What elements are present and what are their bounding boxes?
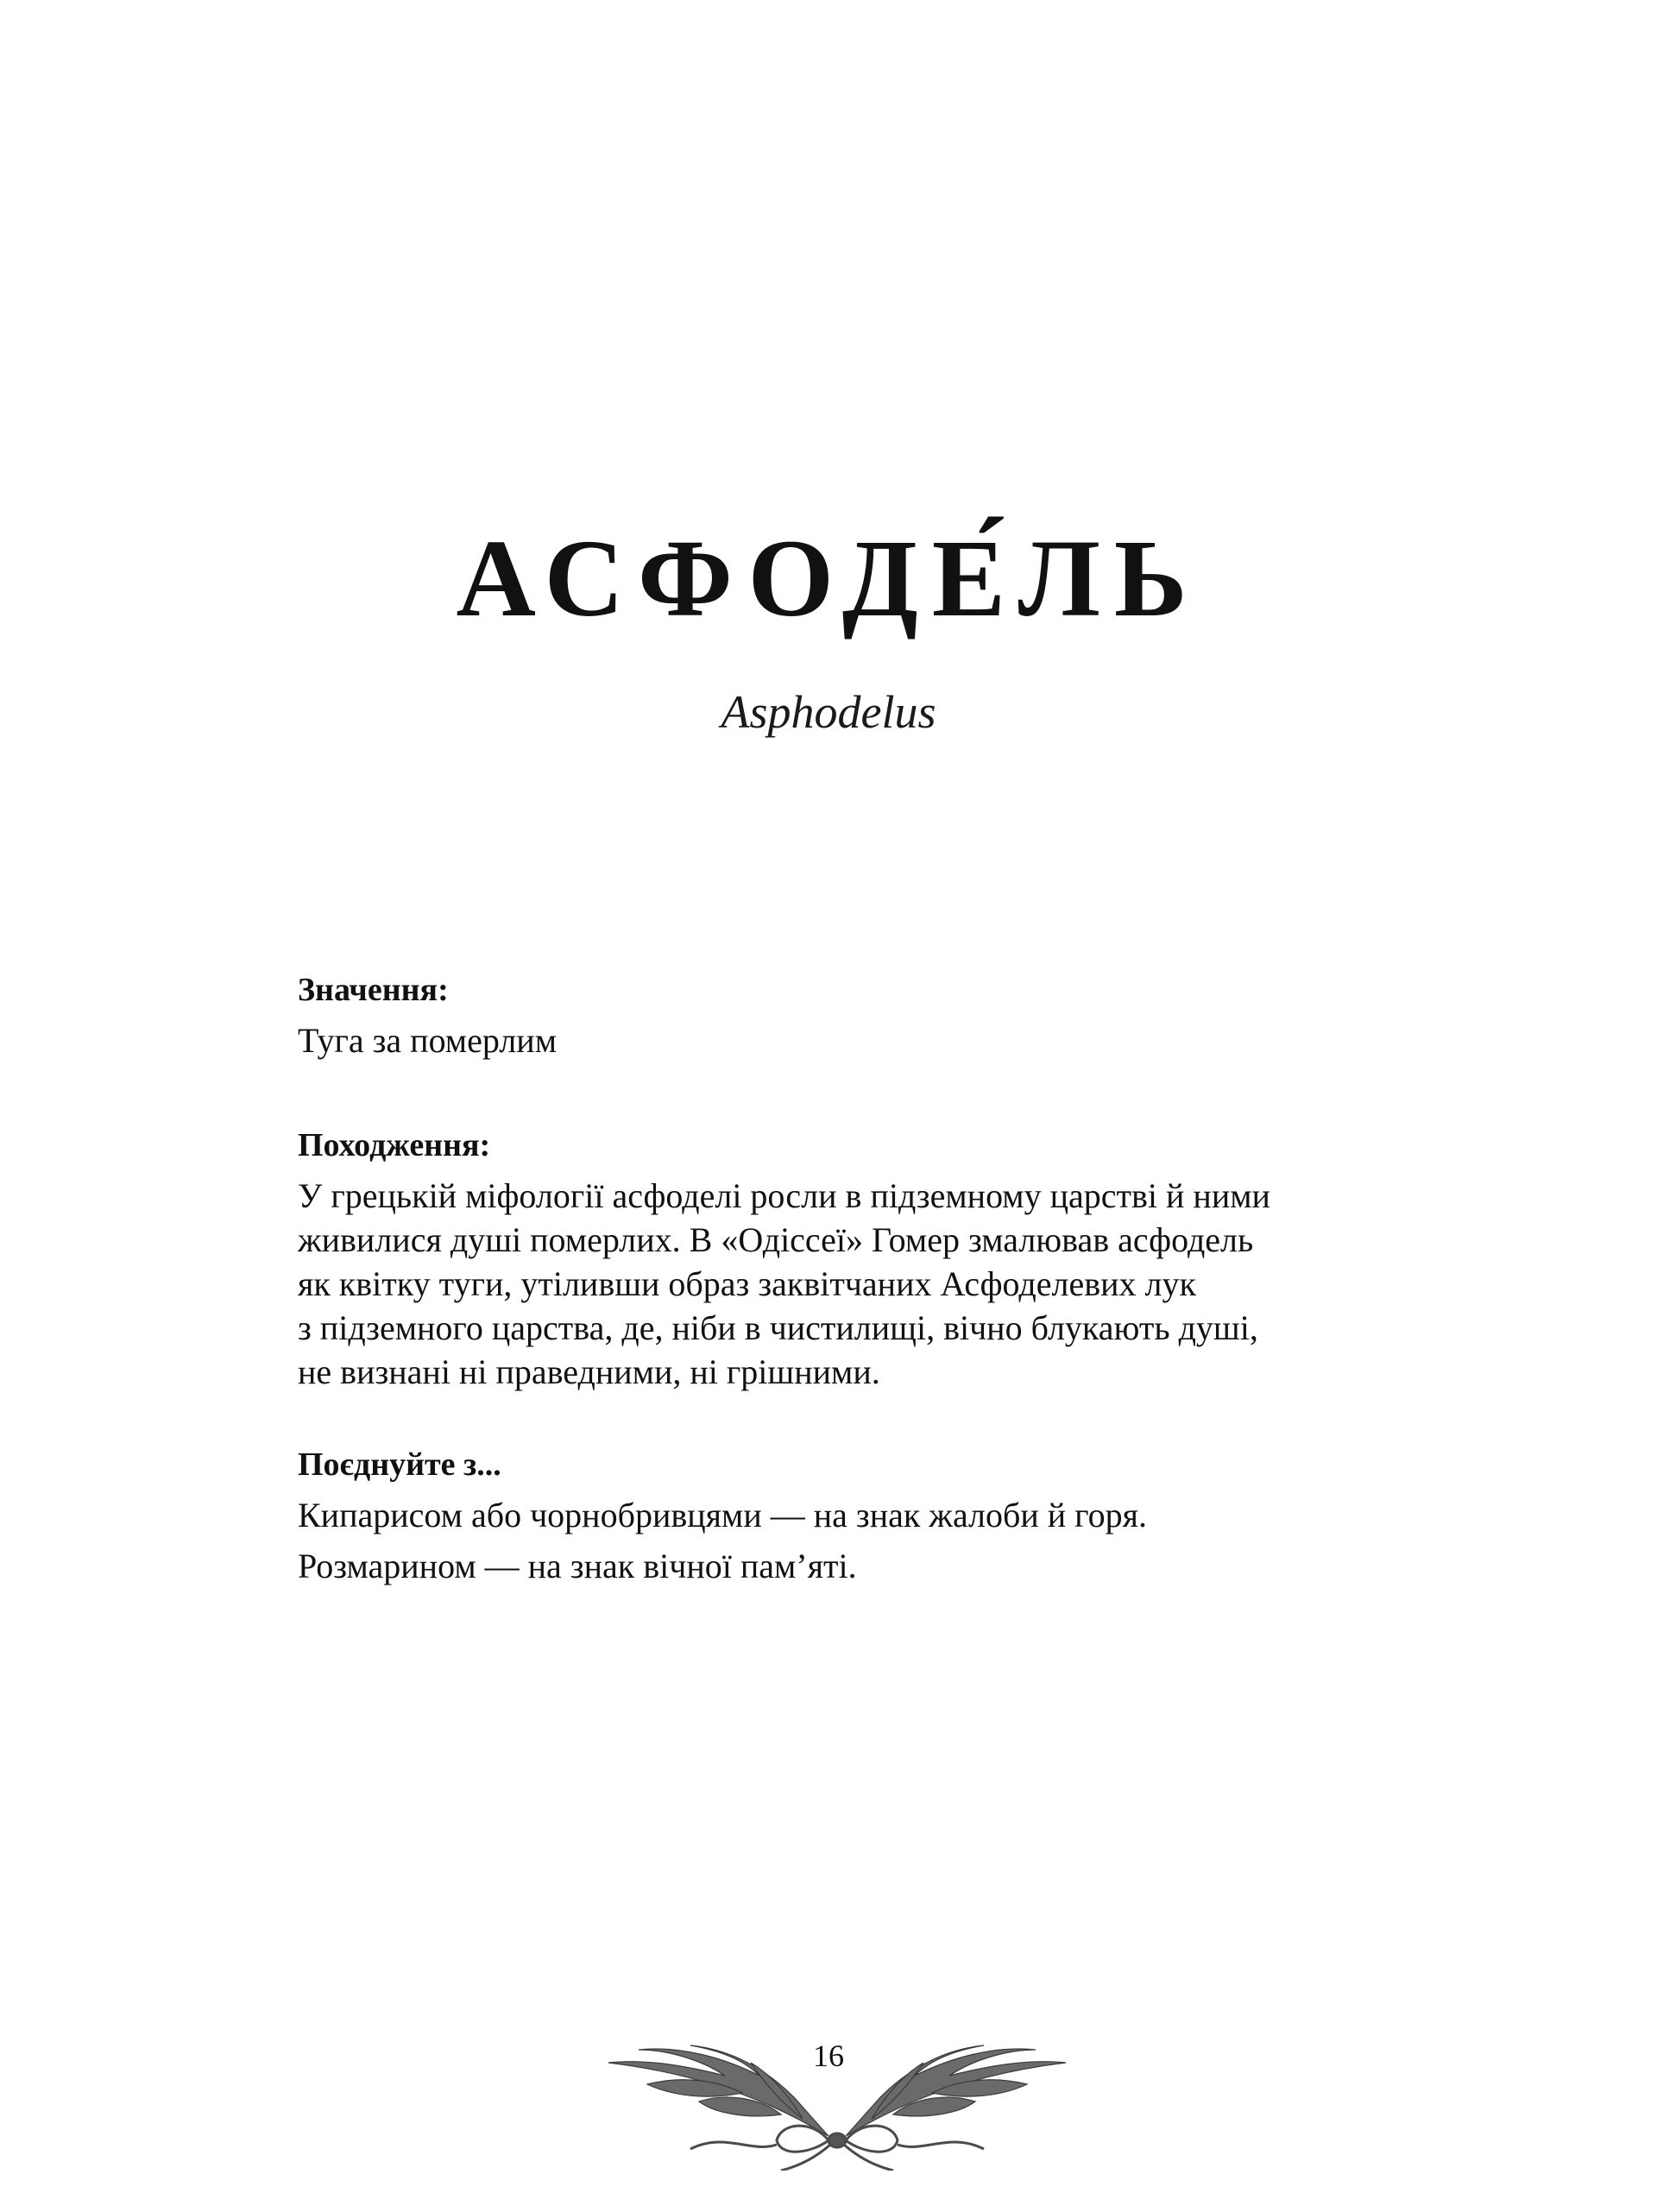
section-meaning xyxy=(298,968,1420,1062)
page-title: АСФОДЕ́ЛЬ xyxy=(456,517,1201,640)
section-heading: Значення: xyxy=(298,972,449,1008)
body-line: Кипарисом або чорнобривцями — на знак жалоби й горя. xyxy=(298,1496,1147,1535)
body-line: У грецькій міфології асфоделі росли в підземному царстві й ними xyxy=(298,1176,1270,1215)
section-heading: Походження: xyxy=(298,1127,491,1163)
body-line: Розмарином — на знак вічної пам’яті. xyxy=(298,1547,857,1585)
body-line: як квітку туги, утіливши образ заквітчаних Асфоделевих лук xyxy=(298,1264,1196,1303)
section-combine xyxy=(298,1443,1420,1588)
latin-name: Asphodelus xyxy=(721,686,936,738)
section-origin xyxy=(298,1124,1420,1394)
body-line: з підземного царства, де, ніби в чистилищі, вічно блукають душі, xyxy=(298,1308,1258,1347)
body-line: живилися душі померлих. В «Одіссеї» Гомер змалював асфодель xyxy=(298,1220,1254,1259)
section-heading: Поєднуйте з... xyxy=(298,1446,501,1483)
page-number: 16 xyxy=(813,2039,844,2073)
body-line: Туга за померлим xyxy=(298,1021,558,1060)
body-line: не визнані ні праведними, ні грішними. xyxy=(298,1352,880,1391)
